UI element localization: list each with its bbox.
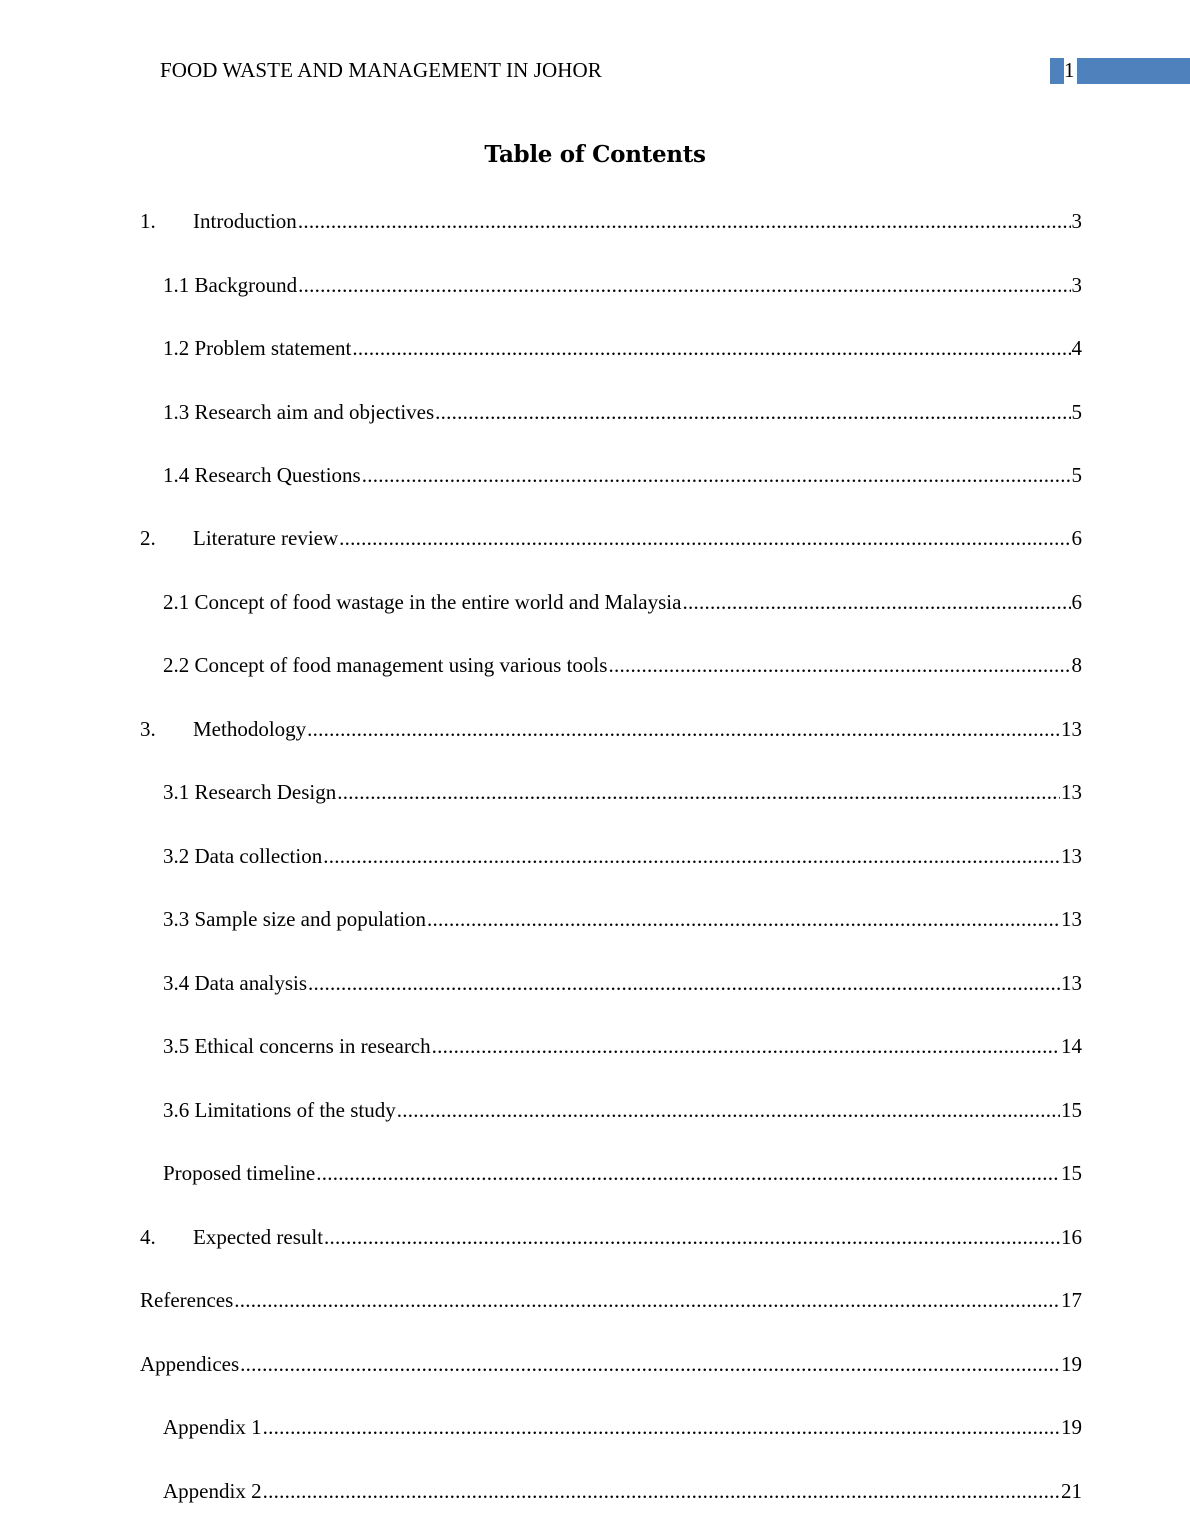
dot-leader	[352, 335, 1070, 361]
dot-leader	[397, 1097, 1060, 1123]
toc-entry[interactable]	[163, 399, 1082, 425]
toc-entry-page: 19	[1061, 1352, 1082, 1376]
toc-entry-text: 3.2 Data collection	[163, 844, 323, 868]
dot-leader	[682, 589, 1070, 615]
toc-entry[interactable]	[163, 1160, 1082, 1186]
toc-entry-text: Methodology	[193, 717, 307, 741]
toc-entry-text: 1.2 Problem statement	[163, 336, 352, 360]
toc-entry-page: 15	[1061, 1098, 1082, 1122]
dot-leader	[362, 462, 1071, 488]
toc-entry-text: References	[140, 1288, 234, 1312]
toc-heading: Table of Contents	[484, 141, 706, 168]
toc-entry[interactable]	[140, 716, 1082, 742]
dot-leader	[608, 652, 1070, 678]
dot-leader	[263, 1478, 1060, 1504]
toc-entry-page: 13	[1061, 971, 1082, 995]
page-number: 1	[1064, 58, 1075, 82]
toc-entry-text: 1.3 Research aim and objectives	[163, 400, 435, 424]
toc-entry[interactable]	[140, 1287, 1082, 1313]
toc-entry[interactable]	[140, 525, 1082, 551]
toc-entry[interactable]	[163, 1033, 1082, 1059]
toc-entry[interactable]	[163, 1097, 1082, 1123]
toc-entry-text: Literature review	[193, 526, 339, 550]
toc-entry-text: 3.5 Ethical concerns in research	[163, 1034, 431, 1058]
toc-entry-page: 6	[1071, 590, 1082, 614]
dot-leader	[298, 272, 1070, 298]
toc-entry-text: Proposed timeline	[163, 1161, 316, 1185]
toc-entry[interactable]	[163, 1414, 1082, 1440]
running-header-title: FOOD WASTE AND MANAGEMENT IN JOHOR	[160, 58, 602, 82]
toc-entry-text: 1.1 Background	[163, 273, 298, 297]
toc-entry-page: 13	[1061, 780, 1082, 804]
toc-entry[interactable]	[163, 906, 1082, 932]
toc-entry-number: 1.	[140, 209, 156, 233]
toc-entry[interactable]	[163, 272, 1082, 298]
toc-entry-page: 3	[1071, 273, 1082, 297]
toc-entry[interactable]	[140, 208, 1082, 234]
toc-entry-page: 5	[1071, 400, 1082, 424]
toc-entry-page: 8	[1071, 653, 1082, 677]
dot-leader	[240, 1351, 1060, 1377]
toc-entry[interactable]	[163, 589, 1082, 615]
toc-entry[interactable]	[163, 843, 1082, 869]
toc-entry[interactable]	[163, 462, 1082, 488]
dot-leader	[316, 1160, 1060, 1186]
toc-entry[interactable]	[163, 652, 1082, 678]
toc-entry[interactable]	[140, 1351, 1082, 1377]
toc-entry-text: 2.2 Concept of food management using various tools	[163, 653, 608, 677]
dot-leader	[427, 906, 1060, 932]
toc-entry-page: 4	[1071, 336, 1082, 360]
dot-leader	[337, 779, 1060, 805]
toc-entry-page: 17	[1061, 1288, 1082, 1312]
dot-leader	[339, 525, 1070, 551]
toc-entry[interactable]	[163, 779, 1082, 805]
toc-entry-text: 2.1 Concept of food wastage in the entire world and Malaysia	[163, 590, 682, 614]
toc-entry-page: 16	[1061, 1225, 1082, 1249]
toc-entry[interactable]	[163, 1478, 1082, 1504]
dot-leader	[298, 208, 1071, 234]
toc-entry-text: 1.4 Research Questions	[163, 463, 361, 487]
toc-entry-page: 13	[1061, 717, 1082, 741]
dot-leader	[307, 716, 1060, 742]
toc-entry-text: 3.3 Sample size and population	[163, 907, 427, 931]
dot-leader	[263, 1414, 1060, 1440]
toc-entry-page: 6	[1071, 526, 1082, 550]
toc-entry-number: 3.	[140, 717, 156, 741]
dot-leader	[324, 1224, 1060, 1250]
toc-entry-page: 13	[1061, 844, 1082, 868]
toc-entry-page: 21	[1061, 1479, 1082, 1503]
toc-entry-text: Appendix 2	[163, 1479, 262, 1503]
toc-entry-text: 3.1 Research Design	[163, 780, 337, 804]
dot-leader	[323, 843, 1060, 869]
dot-leader	[432, 1033, 1060, 1059]
dot-leader	[234, 1287, 1060, 1313]
toc-entry-page: 15	[1061, 1161, 1082, 1185]
dot-leader	[308, 970, 1060, 996]
toc-entry-number: 2.	[140, 526, 156, 550]
toc-entry[interactable]	[163, 970, 1082, 996]
toc-entry-text: Introduction	[193, 209, 297, 233]
toc-entry-page: 13	[1061, 907, 1082, 931]
toc-entry-text: 3.6 Limitations of the study	[163, 1098, 396, 1122]
toc-entry-page: 5	[1071, 463, 1082, 487]
toc-entry-page: 14	[1061, 1034, 1082, 1058]
toc-entry-page: 3	[1071, 209, 1082, 233]
toc-entry-text: Appendices	[140, 1352, 240, 1376]
toc-entry[interactable]	[163, 335, 1082, 361]
toc-entry-number: 4.	[140, 1225, 156, 1249]
dot-leader	[435, 399, 1070, 425]
toc-entry-text: Expected result	[193, 1225, 324, 1249]
toc-entry-text: 3.4 Data analysis	[163, 971, 308, 995]
toc-entry[interactable]	[140, 1224, 1082, 1250]
toc-entry-page: 19	[1061, 1415, 1082, 1439]
toc-entry-text: Appendix 1	[163, 1415, 262, 1439]
